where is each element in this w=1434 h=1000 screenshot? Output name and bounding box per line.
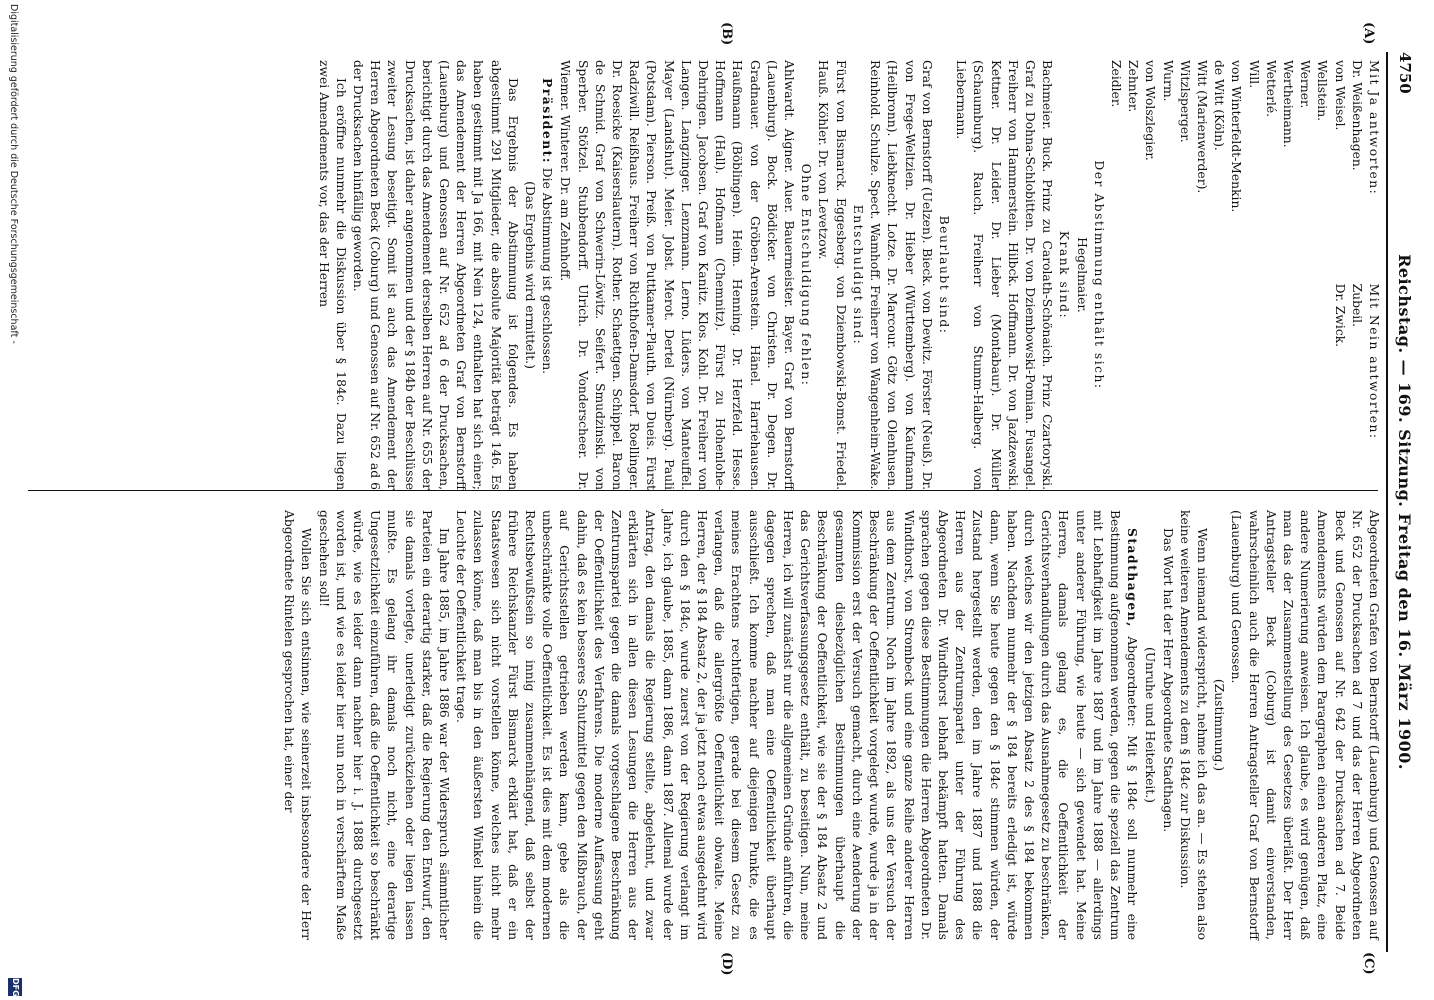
no-heading: Mit Nein antworten: [1367,283,1381,440]
sick-list: Bachmeier. Buck. Prinz zu Carolath-Schönaich. Prinz Czartoryski. Graf zu Dohna-Schlobitten. Dr. von Dziembowski-Pomian. Fusangel. Freiherr von Hammerstein. Hilbck. Hoffmann. Dr. von Jazdzewski. Kettner. Dr. Leider. Dr. Lieber (Montabaur). Dr. Müller (Schaumburg). Rauch. Freiherr von Stumm-Halberg. von Liebermann. [954,60,1055,490]
vote-name-lists [1107,60,1365,490]
speaker-name: Stadthagen, [1125,528,1141,628]
right-paren-1: (Zustimmung.) [1212,678,1227,772]
member-name: Wellstein. [1315,60,1330,122]
right-paren-2: (Unruhe und Heiterkeit.) [1143,647,1158,803]
discussion-paragraph: Ich eröffne nunmehr die Diskussion über § 184c. Dazu liegen zwei Amendements vor, das der Herren [316,60,348,490]
margin-marker-a: (A) [1361,22,1376,45]
speech-paragraph-3: Wollen Sie sich entsinnen, wie seinerzeit insbesondere der Herr Abgeordnete Rintelen gesprochen hat, einer der [282,510,314,940]
member-name: Witt (Marienwerder). [1194,60,1209,194]
page-number: 4750 [1396,52,1414,94]
member-name: Will. [1246,60,1261,89]
member-name: Dr. Weißenhagen. [1349,60,1364,171]
speech-paragraph-2: Im Jahre 1885, im Jahre 1886 war der Widerspruch sämmtlicher Parteien ein derartig starker, daß die Regierung den Entwurf, den sie damals vorlegte, unerledigt zurückziehen oder liegen lassen mußte. Es gelang ihr damals noch nicht, eine derartige Ungesetzlichkeit einzuführen, daß die Oeffentlichkeit so beschränkt würde, wie es leider dann nachher hier i. J. 1888 durchgesetzt worden ist, und wie es leider hier nun noch in verschärftem Maße geschehen soll! [316,510,452,940]
right-paragraph-1: Abgeordneten Grafen von Bernstorff (Lauenburg) und Genossen auf Nr. 652 der Drucksachen ad 7 und das der Herren Abgeordneten Beck und Genossen auf Nr. 642 der Drucksachen ad 7. Beide Amendements würden dem Paragraphen einen anderen Platz, eine andere Numerierung anweisen. Ich glaube, es wird genügen, daß man das der Zusammenstellung des Gesetzes überläßt. Der Herr Antragsteller Beck (Coburg) ist damit einverstanden, wahrscheinlich auch die Herren Antragsteller Graf von Bernstorff (Lauenburg) und Genossen. [1229,510,1381,940]
member-name: von Wolszlegier. [1143,60,1158,161]
leave-heading: Beurlaubt sind: [936,215,951,335]
no-names [1107,284,1365,490]
member-name: von Weisel. [1332,60,1347,131]
member-name: Wetterlé. [1263,60,1278,118]
abstain-heading: Der Abstimmung enthält sich: [1091,160,1106,390]
president-statement [538,60,556,490]
margin-marker-d: (D) [719,952,734,976]
page-header [1386,52,1418,952]
result-paragraph: Das Ergebnis der Abstimmung ist folgendes. Es haben abgestimmt 291 Mitglieder, die absolute Majorität beträgt 146. Es haben gestimmt mit Ja 166, mit Nein 124, enthalten hat sich einer; das Amendement der Herren Abgeordneten Graf von Bernstorff (Lauenburg) und Genossen auf Nr. 652 ad 6 der Drucksachen, berichtigt durch das Amendement derselben Herren auf Nr. 655 der Drucksachen, ist daher angenommen und der § 184b der Beschlüsse zweiter Lesung beseitigt. Somit ist auch das Amendement der Herren Abgeordneten Beck (Coburg) und Genossen auf Nr. 652 ad 6 der Drucksachen hinfällig geworden. [351,60,520,490]
column-divider [28,490,1378,491]
unexcused-heading: Ohne Entschuldigung fehlen: [799,163,814,387]
right-paragraph-3: Das Wort hat der Herr Abgeordnete Stadthagen. [1160,528,1175,833]
member-name: Zehnter. [1126,60,1141,113]
right-paragraph-2: Wenn niemand widerspricht, nehme ich das an. — Es stehen also keine weiteren Amendements zu dem § 184c zur Diskussion. [1177,510,1209,940]
member-name: de Witt (Köln). [1212,60,1227,151]
margin-marker-b: (B) [719,22,734,46]
speech-paragraph-1 [452,510,1141,940]
abstain-name: Hegelmaier. [1074,237,1089,313]
left-column [22,60,1382,490]
member-name: Zeidler. [1108,60,1123,108]
member-name: Wertheimann. [1280,60,1295,148]
sick-heading: Krank sind: [1057,230,1072,320]
footer [3,0,25,1000]
dfg-logo-icon: DFG [8,978,22,996]
member-name: von Winterfeldt-Menkin. [1229,60,1244,213]
president-text: Die Abstimmung ist geschlossen. [540,167,555,375]
president-label: Präsident: [540,78,556,164]
member-name: Zubeil. [1349,283,1364,327]
right-column [22,510,1382,940]
excused-list: Fürst von Bismarck. Eggesberg. von Dziembowski-Bomst. Friedel. Hauß. Köhler. Dr. von Levetzow. [816,60,848,490]
member-name: Wurm. [1160,60,1175,102]
member-name: Dr. Zwick. [1332,283,1347,348]
speech-text-1: Abgeordneter: Mit § 184c soll nunmehr eine Bestimmung aufgenommen werden, gegen die speziell das Zentrum mit Lebhaftigkeit im Jahre 1887 und im Jahre 1888 — allerdings unter anderer Führung, wie heute — sich gewendet hat. Meine Herren, damals gelang es, die Oeffentlichkeit der Gerichtsverhandlungen durch das Ausnahmegesetz zu beschränken, durch welches wir den jetzigen Absatz 2 des § 184 bekommen haben. Nachdem nunmehr der § 184 bereits erledigt ist, würde dann, wenn Sie heute gegen den § 184c stimmen würden, der Zustand hergestellt werden, den im Jahre 1887 und 1888 die Herren aus der Zentrumspartei unter der Führung des Abgeordneten Dr. Windthorst lebhaft bekämpft hatten. Damals sprachen gegen diese Bestimmungen die Herren Abgeordneten Dr. Windthorst, von Strombeck und eine ganze Reihe anderer Herren aus dem Zentrum. Noch im Jahre 1892, als uns der Versuch der Beschränkung der Oeffentlichkeit vorgelegt wurde, wurde ja in der Kommission erst der Versuch gemacht, durch eine Aenderung der gesammten diesbezüglichen Bestimmungen überhaupt die Beschränkung der Oeffentlichkeit, wie sie der § 184 Absatz 2 und das Gerichtsverfassungsgesetz enthält, zu beseitigen. Nun, meine Herren, ich will zunächst nur die allgemeinen Gründe anführen, die dagegen sprechen, daß man eine Oeffentlichkeit überhaupt ausschließt. Ich komme nachher auf diejenigen Punkte, die es meines Erachtens rechtfertigen, gerade bei diesem Gesetz zu verlangen, daß die allergrößte Oeffentlichkeit obwalte. Meine Herren, der § 184 Absatz 2, der ja jetzt noch etwas ausgedehnt wird durch den § 184c, wurde zuerst von der Regierung verlangt im Jahre, ich glaube, 1885, dann 1886, dann 1887. Allemal wurde der Antrag, den damals die Regierung stellte, abgelehnt, und zwar erklärten sich in allen diesen Lesungen die Herren aus der Zentrumspartei gegen die damals vorgeschlagene Beschränkung der Oeffentlichkeit des Verfahrens. Die moderne Auffassung geht dahin, daß es kein besseres Schutzmittel gegen den Mißbrauch, der auf Gerichtsstellen getrieben werden kann, gebe als die unbeschränkte volle Oeffentlichkeit. Es ist dies mit dem modernen Rechtsbewußtsein so innig zusammenhängend, daß selbst der frühere Reichskanzler Fürst Bismarck erklärt hat, daß er ein Staatswesen sich nicht vorstellen könne, welches nicht mehr zulassen könne, daß man bis in den äußersten Winkel hinein die Leuchte der Oeffentlichkeit trage. [454,510,1140,940]
unexcused-list: Ahlwardt. Aigner. Auer. Bauermeister. Bayer. Graf von Bernstorff (Lauenburg). Bock. Bödicker. von Christen. Dr. Degen. Dr. Gradnauer. von der Gröben-Arenstein. Hänel. Harriehausen. Haußmann (Böblingen). Heim. Henning. Dr. Herzfeld. Hesse. Hoffmann (Hall). Hofmann (Chemnitz). Fürst zu Hohenlohe-Dehringen. Jacobsen. Graf von Kanitz. Klos. Kohl. Dr. Freiherr von Langen. Langzinger. Lenzmann. Lerno. Lüders. von Manteuffel. Mayer (Landshut). Meier. Jobst. Merot. Dertel (Nürnberg). Pauli (Potsdam). Pierson. Preiß. von Puttkamer-Plauth. von Dueis. Fürst Radziwill. Reißhaus. Freiherr von Richthofen-Damsdorf. Roellinger. Dr. Roesicke (Kaiserslautern). Rother. Schaettgen. Schippel. Baron de Schmid. Graf von Schwerin-Löwitz. Seifert. Smudzinski. von Sperber. Stötzel. Stubbendorff. Ulrich. Dr. Vonderscheer. Dr. Wiemer. Winterer. Dr. am Zehnhoff. [558,60,797,490]
margin-marker-c: (C) [1361,952,1376,975]
member-name: Werner. [1298,60,1313,109]
president-paren: (Das Ergebnis wird ermittelt.) [523,181,538,369]
yes-names [1107,60,1365,266]
member-name: Witzlsperger. [1177,60,1192,143]
yes-heading: Mit Ja antworten: [1367,60,1381,196]
vote-headings [1365,60,1382,490]
funding-credit: Digitalisierung gefördert durch die Deutsche Forschungsgemeinschaft - [8,4,19,344]
excused-heading: Entschuldigt sind: [850,204,865,346]
leave-list: Graf von Bernstorff (Uelzen). Bieck. von Dewitz. Förster (Neuß). Dr. von Frege-Weltzien. Dr. Hieber (Württemberg). von Kaufmann (Heilbronn). Liebknecht. Lotze. Dr. Marcour. Götz von Olenhusen. Reinhold. Schulze. Spect. Wamhoff. Freiherr von Wangenheim-Wake. [868,60,934,490]
running-title: Reichstag. — 169. Sitzung. Freitag den 16. März 1900. [1395,254,1414,770]
